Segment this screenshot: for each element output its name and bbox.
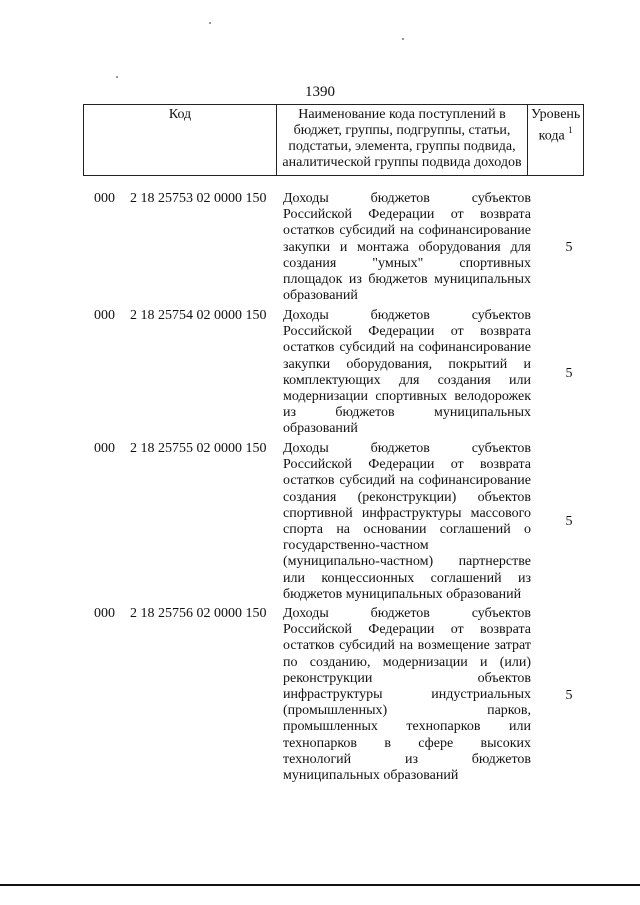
description-line: Российской Федерации от возврата — [283, 324, 531, 340]
description-line: образований — [283, 288, 358, 304]
header-code-label: Код — [168, 107, 192, 122]
description-line: остатков субсидий на софинансирование — [283, 473, 531, 489]
header-name-line: бюджет, группы, подгруппы, статьи, — [293, 123, 511, 138]
header-level-label-2: кода $^1$ — [538, 125, 573, 144]
description-line: муниципальных образований — [283, 768, 459, 784]
header-name-line: аналитической группы подвида доходов — [282, 155, 522, 170]
description-line: бюджетов муниципальных образований — [283, 586, 522, 602]
description-line: спортивной инфраструктуры массового — [283, 505, 531, 521]
header-level-label: Уровень — [531, 107, 581, 122]
admin-code: 000 — [94, 308, 115, 323]
header-name-line: Наименование кода поступлений в — [298, 107, 506, 122]
scan-speck — [116, 76, 118, 78]
description-line: инфраструктуры индустриальных — [283, 687, 531, 703]
description-line: Доходы бюджетов субъектов — [283, 606, 531, 621]
level-value: 5 — [565, 688, 573, 703]
description-line: промышленных технопарков или — [283, 719, 531, 735]
scan-speck — [402, 38, 404, 40]
description-line: технологий из бюджетов — [283, 751, 531, 767]
level-value: 5 — [565, 240, 573, 255]
description-line: технопарков в сфере высоких — [283, 735, 531, 751]
description-line: Доходы бюджетов субъектов — [283, 441, 531, 456]
description-line: Российской Федерации от возврата — [283, 622, 531, 638]
description-line: Доходы бюджетов субъектов — [283, 308, 531, 323]
level-value: 5 — [565, 514, 573, 529]
description-line: по созданию, модернизации и (или) — [283, 654, 531, 670]
admin-code: 000 — [94, 191, 115, 206]
description-line: площадок из бюджетов муниципальных — [283, 272, 531, 288]
description-line: или концессионных соглашений из — [283, 570, 531, 586]
revenue-code: 2 18 25753 02 0000 150 — [130, 191, 267, 206]
description-line: Российской Федерации от возврата — [283, 207, 531, 223]
revenue-description — [283, 308, 531, 438]
description-line: остатков субсидий на возмещение затрат — [283, 638, 531, 654]
description-line: создания (реконструкции) объектов — [283, 489, 531, 505]
description-line: остатков субсидий на софинансирование — [283, 223, 531, 239]
description-line: создания "умных" спортивных — [283, 255, 531, 271]
revenue-description — [283, 191, 531, 304]
table-header — [83, 104, 584, 176]
revenue-description — [283, 606, 531, 784]
footnote-marker: 1 — [568, 125, 573, 135]
admin-code: 000 — [94, 441, 115, 456]
description-line: Российской Федерации от возврата — [283, 457, 531, 473]
header-code-cell — [84, 105, 277, 176]
header-name-cell — [277, 105, 528, 176]
description-line: образований — [283, 421, 358, 437]
page-edge-line — [0, 884, 640, 886]
description-line: Доходы бюджетов субъектов — [283, 191, 531, 206]
description-line: реконструкции объектов — [283, 670, 531, 686]
scan-speck — [209, 22, 211, 24]
revenue-code: 2 18 25754 02 0000 150 — [130, 308, 267, 323]
description-line: из бюджетов муниципальных — [283, 405, 531, 421]
description-line: (промышленных) парков, — [283, 703, 531, 719]
description-line: спорта на основании соглашений о — [283, 522, 531, 538]
page-number: 1390 — [305, 84, 335, 100]
header-name-line: подстатьи, элемента, группы подвида, — [288, 139, 516, 154]
description-line: модернизации спортивных велодорожек — [283, 389, 531, 405]
description-line: государственно-частном — [283, 538, 429, 554]
description-line: (муниципально-частном) партнерстве — [283, 554, 531, 570]
admin-code: 000 — [94, 606, 115, 621]
description-line: комплектующих для создания или — [283, 372, 531, 388]
description-line: остатков субсидий на софинансирование — [283, 340, 531, 356]
header-level-cell — [528, 105, 584, 176]
level-value: 5 — [565, 366, 573, 381]
revenue-description — [283, 441, 531, 603]
description-line: закупки оборудования, покрытий и — [283, 356, 531, 372]
revenue-code: 2 18 25756 02 0000 150 — [130, 606, 267, 621]
description-line: закупки и монтажа оборудования для — [283, 239, 531, 255]
revenue-code: 2 18 25755 02 0000 150 — [130, 441, 267, 456]
